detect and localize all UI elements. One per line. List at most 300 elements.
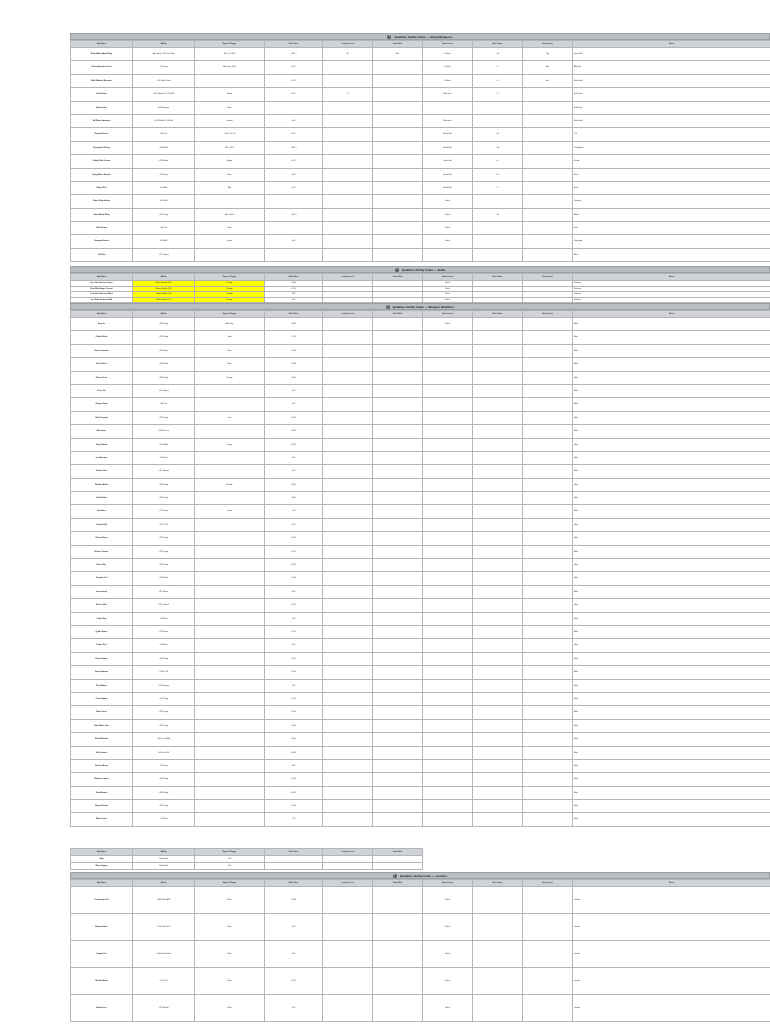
table-cell: [523, 248, 573, 261]
table-row: [71, 800, 770, 813]
row-name-cell: Pollen Armada Cruiser: [71, 61, 133, 74]
table-row: [71, 492, 770, 505]
table-cell: +8% Crit: [133, 398, 195, 411]
table-cell: Stack buff: [423, 181, 473, 194]
table-cell: [523, 141, 573, 154]
table-row: [71, 572, 770, 585]
table-cell: [473, 759, 523, 772]
table-cell: [523, 518, 573, 531]
table-cell: [423, 344, 473, 357]
info-icon: i: [394, 873, 396, 877]
table-cell: +6% Crit: [133, 128, 195, 141]
row-name-cell: Shadow Blade: [71, 478, 133, 491]
table-row: [71, 128, 770, 141]
table-cell: +19%: [265, 559, 323, 572]
table-cell: [195, 759, 265, 772]
table-cell: [323, 914, 373, 941]
row-name-cell: Nova Flare: [71, 559, 133, 572]
column-header: Notes: [573, 311, 770, 318]
weapon-mods-table: [70, 310, 770, 827]
table-cell: [323, 599, 373, 612]
table-cell: Stack buff: [423, 155, 473, 168]
table-cell: [373, 800, 423, 813]
table-row: [71, 74, 770, 87]
table-cell: +30% vs Hull: [133, 746, 195, 759]
table-cell: +5% ATK: [133, 181, 195, 194]
table-cell: [323, 679, 373, 692]
table-cell: +5: [473, 61, 523, 74]
column-header: Misc Notes: [473, 41, 523, 48]
table-cell: [423, 545, 473, 558]
table-cell: [373, 652, 423, 665]
table-cell: Dodge: [195, 155, 265, 168]
table-cell: +10: [473, 141, 523, 154]
table-cell: [523, 358, 573, 371]
table-cell: [195, 786, 265, 799]
table-cell: [423, 532, 473, 545]
table-cell: [323, 612, 373, 625]
table-cell: +17% Dmg: [133, 692, 195, 705]
table-cell: [523, 478, 573, 491]
table-cell: [373, 74, 423, 87]
table-cell: Stack: [423, 208, 473, 221]
row-name-cell: Flying Anvil Rising: [71, 141, 133, 154]
table-cell: [323, 398, 373, 411]
row-name-cell: Iron Gate Garrison Ward: [71, 292, 133, 298]
row-name-cell: Cinder Ray: [71, 612, 133, 625]
table-cell: Yellow Shield +6%: [133, 297, 195, 303]
table-row: [71, 168, 770, 181]
table-row: [71, 371, 770, 384]
table-cell: [373, 248, 423, 261]
table-cell: [323, 746, 373, 759]
table-cell: [473, 384, 523, 397]
table-cell: +30% vs Shield: [133, 733, 195, 746]
table-cell: [473, 995, 523, 1022]
table-cell: Fleet: [195, 887, 265, 914]
table-cell: Mod: [573, 358, 770, 371]
table-cell: [373, 599, 423, 612]
table-cell: [373, 995, 423, 1022]
table-cell: [423, 492, 473, 505]
table-row: [71, 746, 770, 759]
table-cell: [195, 639, 265, 652]
table-cell: [473, 235, 523, 248]
table-cell: [373, 773, 423, 786]
table-cell: [323, 559, 373, 572]
column-header: Buff Value: [265, 311, 323, 318]
table-cell: [373, 559, 423, 572]
table-cell: [473, 451, 523, 464]
table-row: [71, 195, 770, 208]
table-cell: Stack: [423, 995, 473, 1022]
table-cell: Boss: [195, 168, 265, 181]
table-cell: [423, 451, 473, 464]
table-cell: [473, 248, 523, 261]
table-cell: [373, 398, 423, 411]
row-name-cell: Helix Torpedo: [71, 411, 133, 424]
table-cell: Stack: [423, 281, 473, 287]
table-cell: [373, 358, 423, 371]
row-name-cell: Siege Mortar: [71, 438, 133, 451]
column-header: Buff Value: [265, 274, 323, 281]
table-cell: Slow: [195, 358, 265, 371]
table-row: [71, 425, 770, 438]
table-cell: [423, 559, 473, 572]
table-cell: [473, 344, 523, 357]
row-name-cell: Flame Launcher: [71, 344, 133, 357]
table-cell: [373, 733, 423, 746]
table-row: [71, 155, 770, 168]
table-cell: +11%: [265, 518, 323, 531]
table-cell: [323, 639, 373, 652]
column-header: Stack Buff: [373, 311, 423, 318]
table-row: [71, 344, 770, 357]
table-cell: [523, 331, 573, 344]
table-row: [71, 559, 770, 572]
column-header: Duration (s): [523, 274, 573, 281]
table-cell: +4% /: [265, 155, 323, 168]
table-cell: Aim Wing +10% Crit Dmg: [133, 48, 195, 61]
row-name-cell: Orbital Strike: [71, 331, 133, 344]
table-cell: +16%: [265, 492, 323, 505]
table-cell: Mod: [573, 666, 770, 679]
table-cell: Defense: [573, 297, 770, 303]
table-cell: [523, 532, 573, 545]
table-cell: +9% Shield: [133, 995, 195, 1022]
table-cell: Mod: [573, 746, 770, 759]
table-cell: [523, 492, 573, 505]
table-cell: [423, 465, 473, 478]
table-row: [71, 599, 770, 612]
table-cell: Mod: [573, 425, 770, 438]
table-cell: [195, 652, 265, 665]
table-cell: [195, 612, 265, 625]
table-cell: [323, 733, 373, 746]
row-name-cell: Hull Cracker: [71, 746, 133, 759]
table-cell: Stack: [423, 235, 473, 248]
table-cell: +6% Shield / +3% Hull: [133, 114, 195, 127]
table-cell: [373, 585, 423, 598]
table-cell: [373, 101, 423, 114]
table-cell: [523, 208, 573, 221]
table-cell: [523, 559, 573, 572]
table-cell: [423, 101, 473, 114]
table-row: [71, 612, 770, 625]
table-cell: +20% Dmg: [133, 371, 195, 384]
header-row: [71, 849, 423, 856]
table-cell: [473, 518, 523, 531]
table-cell: [523, 941, 573, 968]
table-cell: [195, 773, 265, 786]
table-cell: [473, 914, 523, 941]
table-cell: [323, 114, 373, 127]
row-name-cell: Field Ghost: [71, 88, 133, 101]
table-row: [71, 518, 770, 531]
table-cell: Mod: [573, 344, 770, 357]
table-row: [71, 719, 770, 732]
table-cell: +13% Dmg: [133, 532, 195, 545]
table-cell: [323, 800, 373, 813]
table-cell: [323, 181, 373, 194]
table-cell: [323, 61, 373, 74]
header-row: [71, 880, 770, 887]
table-cell: Evade: [195, 88, 265, 101]
table-cell: [373, 625, 423, 638]
table-cell: [423, 585, 473, 598]
table-cell: [523, 235, 573, 248]
table-cell: +6%: [265, 941, 323, 968]
header-row: [71, 274, 770, 281]
table-cell: [323, 101, 373, 114]
table-cell: [373, 465, 423, 478]
table-cell: [523, 438, 573, 451]
table-cell: +6% ATK: [133, 235, 195, 248]
table-cell: +30%: [265, 746, 323, 759]
table-cell: [323, 773, 373, 786]
row-name-cell: Ghost Ring Anchor: [71, 195, 133, 208]
table-cell: Mod: [573, 773, 770, 786]
table-cell: +10% /: [265, 141, 323, 154]
table-cell: Mod: [573, 612, 770, 625]
table-cell: +10%: [265, 358, 323, 371]
table-cell: [423, 599, 473, 612]
table-cell: [323, 411, 373, 424]
table-cell: +7%: [265, 813, 323, 826]
table-cell: [373, 141, 423, 154]
table-cell: [423, 371, 473, 384]
table-cell: [473, 559, 523, 572]
row-name-cell: Meteor Cannon: [71, 545, 133, 558]
table-cell: [373, 941, 423, 968]
table-cell: Stealth: [195, 478, 265, 491]
table-cell: [373, 692, 423, 705]
column-header: Special Trigger: [195, 274, 265, 281]
table-cell: Stack: [423, 222, 473, 235]
table-row: [71, 318, 770, 331]
table-cell: [473, 371, 523, 384]
table-cell: [423, 706, 473, 719]
table-row: [71, 532, 770, 545]
table-cell: [473, 706, 523, 719]
table-row: [71, 235, 770, 248]
table-cell: Max: [373, 48, 423, 61]
section-title: Qualities Ability Index — Buffs: [401, 267, 446, 272]
table-cell: +13%: [265, 532, 323, 545]
table-cell: +24%: [265, 719, 323, 732]
table-cell: [323, 856, 373, 863]
table-cell: [473, 222, 523, 235]
row-name-cell: Ship: [71, 856, 133, 863]
row-name-cell: Iron Gate Garrison Dome: [71, 281, 133, 287]
table-cell: Buff stack: [573, 101, 770, 114]
table-cell: +17%: [265, 692, 323, 705]
table-cell: +6% /: [265, 128, 323, 141]
table-cell: +8%: [265, 585, 323, 598]
table-cell: [373, 746, 423, 759]
table-cell: [473, 719, 523, 732]
table-cell: [523, 733, 573, 746]
table-cell: Conditional: [573, 141, 770, 154]
column-header: Misc Notes: [473, 880, 523, 887]
table-cell: +10% Slow: [133, 358, 195, 371]
table-cell: [473, 612, 523, 625]
table-cell: [373, 863, 423, 870]
table-cell: Stack buff: [573, 114, 770, 127]
table-cell: [195, 465, 265, 478]
table-cell: [523, 101, 573, 114]
table-cell: Solo: [573, 222, 770, 235]
table-cell: Ally: [195, 181, 265, 194]
table-cell: [523, 625, 573, 638]
table-cell: [523, 759, 573, 772]
column-header: Notes: [573, 274, 770, 281]
table-cell: +12%: [265, 599, 323, 612]
row-name-cell: Frost Barrel: [71, 358, 133, 371]
row-name-cell: Bold Warlock Dynamic: [71, 74, 133, 87]
table-row: [71, 181, 770, 194]
table-cell: [473, 692, 523, 705]
table-cell: +15% Crit / 8s: [195, 128, 265, 141]
table-cell: +10%: [265, 800, 323, 813]
row-name-cell: Storm Caller: [71, 599, 133, 612]
table-cell: [423, 505, 473, 518]
table-cell: [523, 465, 573, 478]
table-row: [71, 222, 770, 235]
table-cell: +10%: [265, 344, 323, 357]
table-cell: [473, 114, 523, 127]
table-cell: [195, 813, 265, 826]
table-cell: +8% /: [265, 168, 323, 181]
table-cell: +12% Dmg: [133, 411, 195, 424]
table-cell: +3: [323, 88, 373, 101]
table-cell: Mod: [573, 518, 770, 531]
table-cell: [523, 599, 573, 612]
table-cell: Mod: [573, 599, 770, 612]
table-cell: +7% Chain: [133, 505, 195, 518]
table-cell: [423, 652, 473, 665]
table-cell: [323, 128, 373, 141]
table-cell: [523, 612, 573, 625]
table-cell: Evade: [573, 155, 770, 168]
column-header: Stack Count: [423, 311, 473, 318]
table-row: [71, 48, 770, 61]
table-cell: Mod: [573, 625, 770, 638]
table-cell: 0 Stack: [423, 74, 473, 87]
table-cell: +2% Speed: [133, 248, 195, 261]
table-cell: [323, 358, 373, 371]
table-cell: Trig: [523, 48, 573, 61]
table-cell: Stack buff: [573, 48, 770, 61]
table-cell: +30%: [265, 733, 323, 746]
column-header: Special Trigger: [195, 849, 265, 856]
table-cell: +5: [473, 181, 523, 194]
table-cell: [195, 625, 265, 638]
table-cell: Lance: [195, 235, 265, 248]
table-cell: Charge: [195, 292, 265, 298]
table-cell: Leader: [573, 968, 770, 995]
table-cell: +15%: [265, 625, 323, 638]
row-name-cell: Marshal Kade: [71, 968, 133, 995]
table-cell: [473, 800, 523, 813]
table-cell: [523, 639, 573, 652]
table-cell: Defense: [573, 281, 770, 287]
row-name-cell: Scatter Gun: [71, 465, 133, 478]
table-cell: [373, 968, 423, 995]
table-cell: [323, 532, 373, 545]
table-cell: [523, 800, 573, 813]
table-cell: Act: [523, 74, 573, 87]
table-cell: [423, 398, 473, 411]
table-row: [71, 398, 770, 411]
table-cell: [423, 518, 473, 531]
table-cell: +5% /: [265, 181, 323, 194]
table-cell: +6%: [265, 235, 323, 248]
table-cell: +10: [473, 48, 523, 61]
table-cell: Solo: [195, 222, 265, 235]
table-cell: [373, 813, 423, 826]
table-cell: +8% Pierce: [133, 585, 195, 598]
table-cell: +11% Dmg: [133, 652, 195, 665]
section-title: Qualities Ability Index — Leaders: [399, 873, 448, 878]
row-name-cell: Phantom Lancer: [71, 773, 133, 786]
table-cell: +10% /: [265, 48, 323, 61]
table-cell: +6%: [265, 451, 323, 464]
table-cell: Stack: [423, 968, 473, 995]
table-cell: [473, 666, 523, 679]
table-cell: +12%: [265, 411, 323, 424]
row-name-cell: Solo Hunter: [71, 222, 133, 235]
table-cell: +10% Fleet ATK: [133, 887, 195, 914]
table-cell: Ally buff: [573, 61, 770, 74]
table-cell: [523, 968, 573, 995]
table-cell: [373, 505, 423, 518]
table-cell: [423, 719, 473, 732]
column-header: Duration (s): [523, 311, 573, 318]
table-cell: [323, 297, 373, 303]
table-cell: [423, 331, 473, 344]
row-name-cell: Ion Repeater: [71, 451, 133, 464]
table-cell: Mod: [573, 371, 770, 384]
table-cell: +9%: [265, 995, 323, 1022]
table-cell: +26%: [265, 786, 323, 799]
table-cell: +25%: [265, 438, 323, 451]
row-name-cell: Warden Lys: [71, 995, 133, 1022]
table-cell: Mod: [573, 733, 770, 746]
table-row: [71, 786, 770, 799]
table-cell: [523, 411, 573, 424]
section-title: Qualities Ability Index — Ships/Weapons: [394, 34, 453, 39]
table-cell: Mod: [573, 800, 770, 813]
table-cell: [523, 155, 573, 168]
table-cell: [195, 545, 265, 558]
table-cell: [195, 425, 265, 438]
table-cell: Stack Buff: [133, 856, 195, 863]
table-cell: [195, 666, 265, 679]
table-cell: [373, 719, 423, 732]
table-cell: [323, 585, 373, 598]
table-row: [71, 706, 770, 719]
table-cell: Fleet: [195, 995, 265, 1022]
table-cell: [523, 679, 573, 692]
table-cell: [373, 914, 423, 941]
table-cell: [195, 248, 265, 261]
table-cell: [523, 128, 573, 141]
table-cell: +7% Burn: [133, 813, 195, 826]
table-cell: [423, 692, 473, 705]
table-cell: [323, 492, 373, 505]
table-cell: [473, 679, 523, 692]
